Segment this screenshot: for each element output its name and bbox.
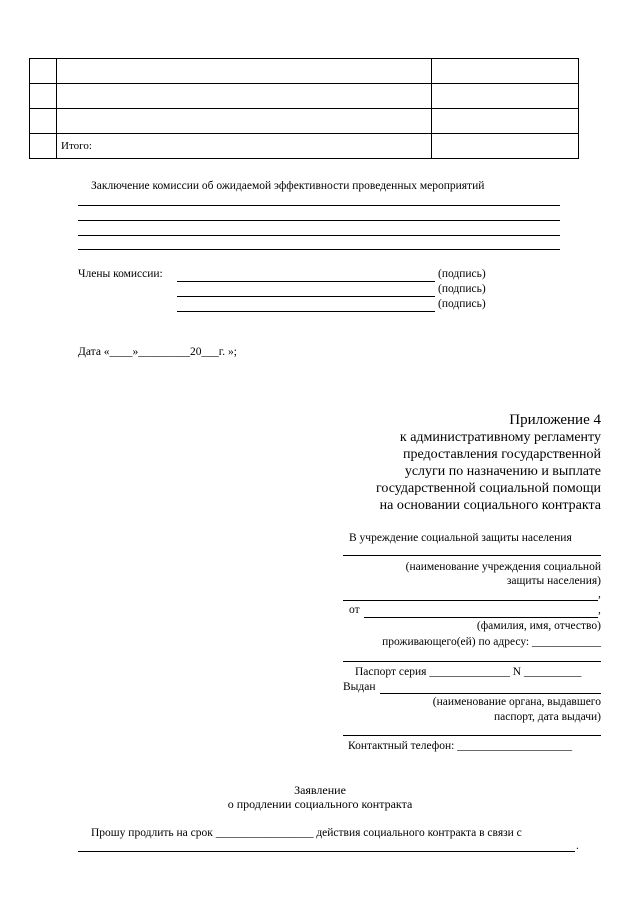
- table-cell-num: [30, 59, 57, 84]
- table-cell-num: [30, 109, 57, 134]
- recipient-line: В учреждение социальной защиты населения: [349, 532, 572, 544]
- table-cell-name: Итого:: [57, 134, 432, 159]
- comma: ,: [598, 604, 601, 616]
- from-label: от: [349, 604, 360, 616]
- appendix-header: [301, 412, 601, 514]
- institution-hint-1: (наименование учреждения социальной: [405, 561, 601, 573]
- appendix-line: государственной социальной помощи: [375, 481, 601, 496]
- conclusion-line-1: [78, 205, 560, 206]
- table-cell-name: [57, 109, 432, 134]
- date-line: Дата «____»_________20___г. »;: [78, 346, 237, 358]
- table-cell-value: [432, 134, 579, 159]
- results-table: [29, 58, 579, 159]
- fio-line: [364, 617, 598, 618]
- table-cell-name: [57, 59, 432, 84]
- statement-end: .: [576, 840, 579, 852]
- table-cell-value: [432, 84, 579, 109]
- table-cell-num: [30, 84, 57, 109]
- residing-line: проживающего(ей) по адресу: ____________: [382, 636, 601, 648]
- conclusion-line-3: [78, 235, 560, 236]
- statement-subtitle: о продлении социального контракта: [227, 797, 413, 811]
- appendix-line: к административному регламенту: [399, 430, 601, 445]
- issued-line: [380, 693, 601, 694]
- signature-label-2: (подпись): [438, 283, 486, 295]
- issued-label: Выдан: [343, 681, 376, 693]
- phone-line: Контактный телефон: ____________________: [348, 740, 573, 752]
- table-row: [30, 84, 579, 109]
- appendix-line: предоставления государственной: [402, 447, 601, 462]
- appendix-title: Приложение 4: [509, 412, 601, 428]
- address-line: [343, 661, 601, 662]
- conclusion-title: Заключение комиссии об ожидаемой эффективности проведенных мероприятий: [91, 180, 485, 192]
- statement-line: [78, 851, 575, 852]
- conclusion-line-2: [78, 220, 560, 221]
- signature-label-1: (подпись): [438, 268, 486, 280]
- fio-hint: (фамилия, имя, отчество): [476, 620, 601, 632]
- signature-line-1: [177, 281, 435, 282]
- table-cell-name: [57, 84, 432, 109]
- table-cell-num: [30, 134, 57, 159]
- issued-line-2: [343, 735, 601, 736]
- institution-line-2: [343, 600, 598, 601]
- comma: ,: [598, 588, 601, 600]
- institution-line: [343, 555, 601, 556]
- signature-line-2: [177, 296, 435, 297]
- passport-line: Паспорт серия ______________ N __________: [355, 666, 582, 678]
- members-label: Члены комиссии:: [78, 268, 163, 280]
- appendix-line: на основании социального контракта: [379, 498, 601, 513]
- table-cell-value: [432, 59, 579, 84]
- appendix-line: услуги по назначению и выплате: [404, 464, 601, 479]
- table-row: [30, 59, 579, 84]
- table-row: [30, 109, 579, 134]
- table-row-total: [30, 134, 579, 159]
- signature-line-3: [177, 311, 435, 312]
- table-cell-value: [432, 109, 579, 134]
- institution-hint-2: защиты населения): [506, 575, 601, 587]
- issued-hint-1: (наименование органа, выдавшего: [432, 696, 601, 708]
- issued-hint-2: паспорт, дата выдачи): [494, 711, 601, 723]
- statement-title: Заявление: [294, 783, 346, 797]
- statement-body: Прошу продлить на срок _________________ действия социального контракта в связи с: [91, 827, 522, 839]
- signature-label-3: (подпись): [438, 298, 486, 310]
- conclusion-line-4: [78, 249, 560, 250]
